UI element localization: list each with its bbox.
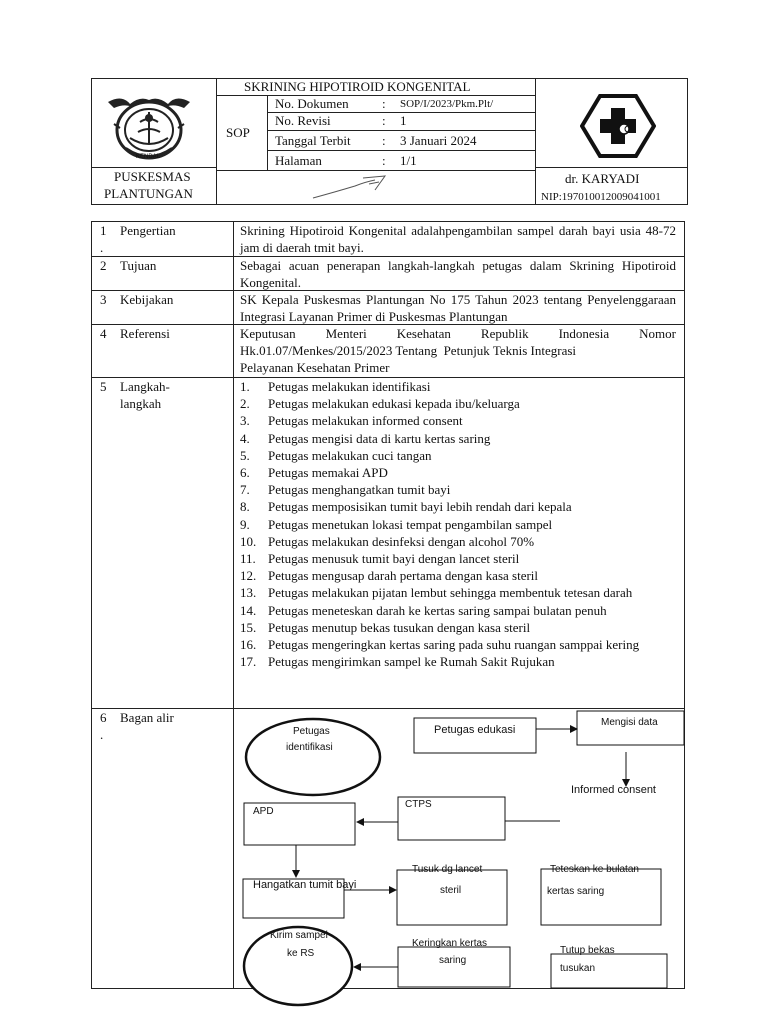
flow-label-identifikasi-2: identifikasi <box>286 742 333 753</box>
list-item: 11. Petugas menusuk tumit bayi dengan lancet steril <box>240 551 520 567</box>
field-value-revisi: 1 <box>400 113 407 128</box>
list-item: 16. Petugas mengeringkan kertas saring pada suhu ruangan samppai kering <box>240 637 640 653</box>
flow-label-mengisi: Mengisi data <box>601 717 658 728</box>
field-sep-halaman: : <box>382 153 386 168</box>
flow-label-tusuk-2: steril <box>440 885 462 896</box>
section-label-pengertian: Pengertian <box>120 223 176 238</box>
flow-label-keringkan-2: saring <box>439 955 467 966</box>
field-label-revisi: No. Revisi <box>275 113 331 128</box>
flow-label-tusuk-1: Tusuk dg lancet <box>412 864 483 875</box>
field-value-dokumen: SOP/I/2023/Pkm.Plt/ <box>400 98 494 110</box>
sop-label: SOP <box>226 125 250 140</box>
flow-label-edukasi: Petugas edukasi <box>434 724 516 736</box>
section-no-2: 2 <box>100 258 107 273</box>
section-no-1: 1 <box>100 223 107 238</box>
signer-name: dr. KARYADI <box>565 171 640 186</box>
section-label-langkah: Langkah- <box>120 379 170 394</box>
list-item: 6. Petugas memakai APD <box>240 465 388 481</box>
list-item: 5. Petugas melakukan cuci tangan <box>240 447 432 463</box>
list-item: 3. Petugas melakukan informed consent <box>240 413 463 429</box>
field-sep-revisi: : <box>382 113 386 128</box>
field-label-halaman: Halaman <box>275 153 322 168</box>
flow-label-tutup-2: tusukan <box>560 963 596 974</box>
flow-label-kirim-1: Kirim sampel <box>270 930 328 941</box>
org-name-line2: PLANTUNGAN <box>104 186 193 201</box>
field-sep-tanggal: : <box>382 133 386 148</box>
field-value-tanggal: 3 Januari 2024 <box>400 133 477 148</box>
section-text-referensi-line2: Hk.01.07/Menkes/2015/2023 Tentang Petunjuk Teknis Integrasi <box>240 343 577 358</box>
list-item: 10. Petugas melakukan desinfeksi dengan alcohol 70% <box>240 533 535 549</box>
flow-label-keringkan-1: Keringkan kertas <box>412 938 488 949</box>
list-item: 14. Petugas meneteskan darah ke kertas saring sampai bulatan penuh <box>240 602 607 618</box>
section-text-referensi-line1: Keputusan Menteri Kesehatan Republik Indonesia Nomor <box>240 326 676 341</box>
section-label-kebijakan: Kebijakan <box>120 292 174 307</box>
section-no-6-suffix: . <box>100 727 104 742</box>
flow-node-keringkan <box>398 947 510 987</box>
section-no-3: 3 <box>100 292 107 307</box>
flow-label-consent: Informed consent <box>571 784 656 796</box>
list-item: 12. Petugas mengusap darah pertama dengan kasa steril <box>240 568 539 584</box>
flow-label-tutup-1: Tutup bekas <box>560 945 615 956</box>
field-value-halaman: 1/1 <box>400 153 417 168</box>
list-item: 4. Petugas mengisi data di kartu kertas saring <box>240 430 491 446</box>
flow-label-identifikasi-1: Petugas <box>293 726 330 737</box>
flow-label-teteskan-1: Teteskan ke bulatan <box>550 864 639 875</box>
section-no-5: 5 <box>100 379 107 394</box>
section-text-referensi-line3: Pelayanan Kesehatan Primer <box>240 360 390 375</box>
flow-label-ctps: CTPS <box>405 799 432 810</box>
field-label-tanggal: Tanggal Terbit <box>275 133 351 148</box>
list-item: 8. Petugas memposisikan tumit bayi lebih rendah dari kepala <box>240 499 572 515</box>
section-label-bagan: Bagan alir <box>120 710 174 725</box>
section-text-tujuan: Sebagai acuan penerapan langkah-langkah petugas dalam Skrining Hipotiroid Kongenital. <box>240 258 676 290</box>
section-label-referensi: Referensi <box>120 326 170 341</box>
field-label-dokumen: No. Dokumen <box>275 96 349 111</box>
section-no-1-suffix: . <box>100 240 104 255</box>
list-item: 9. Petugas menetukan lokasi tempat pengambilan sampel <box>240 516 553 532</box>
section-no-6: 6 <box>100 710 107 725</box>
list-item: 13. Petugas melakukan pijatan lembut sehingga membentuk tetesan darah <box>240 585 633 601</box>
section-no-4: 4 <box>100 326 107 341</box>
field-sep-dokumen: : <box>382 96 386 111</box>
flow-node-tusuk <box>397 870 507 925</box>
list-item: 15. Petugas menutup bekas tusukan dengan kasa steril <box>240 619 531 635</box>
flow-label-kirim-2: ke RS <box>287 948 315 959</box>
section-label-langkah-2: langkah <box>120 396 162 411</box>
flow-label-apd: APD <box>253 806 274 817</box>
logo-caption: KENDAL <box>136 154 161 160</box>
org-name-line1: PUSKESMAS <box>114 169 191 184</box>
page-title: SKRINING HIPOTIROID KONGENITAL <box>244 79 471 94</box>
flow-label-teteskan-2: kertas saring <box>547 886 605 897</box>
list-item: 2. Petugas melakukan edukasi kepada ibu/keluarga <box>240 396 520 412</box>
list-item: 1. Petugas melakukan identifikasi <box>240 379 431 394</box>
section-text-kebijakan: SK Kepala Puskesmas Plantungan No 175 Tahun 2023 tentang Penyelenggaraan Integrasi Layanan Primer di Puskesmas Plantungan <box>240 292 676 324</box>
flow-label-hangatkan: Hangatkan tumit bayi <box>253 879 357 891</box>
list-item: 17. Petugas mengirimkan sampel ke Rumah Sakit Rujukan <box>240 654 555 670</box>
section-text-pengertian: Skrining Hipotiroid Kongenital adalahpengambilan sampel darah bayi usia 48-72 jam di daerah tmit bayi. <box>240 223 676 255</box>
section-label-tujuan: Tujuan <box>120 258 157 273</box>
list-item: 7. Petugas menghangatkan tumit bayi <box>240 482 451 498</box>
signer-nip: NIP:197010012009041001 <box>541 191 661 203</box>
